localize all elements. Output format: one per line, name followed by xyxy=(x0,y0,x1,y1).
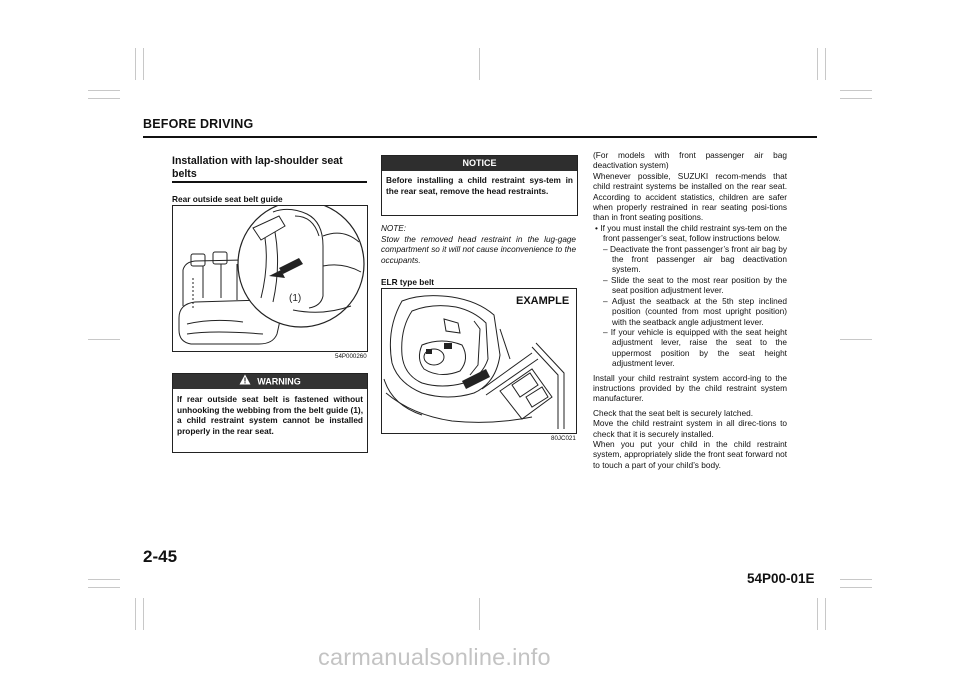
running-header: BEFORE DRIVING xyxy=(143,117,254,131)
seat-belt-guide-figure xyxy=(172,205,368,352)
note-label: NOTE: xyxy=(381,224,407,233)
elr-caption: ELR type belt xyxy=(381,277,435,287)
right-column-text xyxy=(593,150,787,470)
header-rule xyxy=(143,136,817,138)
warning-triangle-icon xyxy=(239,374,251,390)
paragraph-install: Install your child restraint system accord-ing to the instructions provided by the child restraint system manufacturer. xyxy=(593,372,787,404)
rear-seat-illustration xyxy=(173,206,367,351)
child-seat-illustration xyxy=(382,289,576,433)
paragraph-recommendation: Whenever possible, SUZUKI recom-mends that child restraint systems be installed on the rear seat. According to accident statistics, children are safer when properly restrained in rear seating posi-tions than in front seating positions. xyxy=(593,170,787,223)
notice-heading: NOTICE xyxy=(382,156,577,171)
paragraph-models: (For models with front passenger air bag deactivation system) xyxy=(593,150,787,171)
elr-belt-figure xyxy=(381,288,577,434)
watermark: carmanualsonline.info xyxy=(318,644,551,670)
dash-item-1: – Deactivate the front passenger’s front air bag by the front passenger air bag deactivation system. xyxy=(603,243,787,275)
note-text: Stow the removed head restraint in the lug-gage compartment so it will not cause inconvenience to the occupants. xyxy=(381,234,576,265)
notice-text: Before installing a child restraint sys-tem in the rear seat, remove the head restraints. xyxy=(386,175,573,196)
bullet-front-seat: • If you must install the child restraint sys-tem on the front passenger’s seat, follow instructions below. xyxy=(595,222,787,244)
section-title: Installation with lap-shoulder seat belts xyxy=(172,155,343,180)
figure-code-2: 80JC021 xyxy=(551,435,576,442)
figure-code: 54P000260 xyxy=(335,353,367,360)
dash-item-2: – Slide the seat to the most rear position by the seat position adjustment lever. xyxy=(603,274,787,296)
warning-box xyxy=(172,373,368,453)
warning-text: If rear outside seat belt is fastened without unhooking the webbing from the belt guide (1), a child restraint system cannot be installed properly in the rear seat. xyxy=(177,394,363,436)
warning-header xyxy=(173,374,367,389)
section-rule xyxy=(172,181,367,183)
paragraph-child: When you put your child in the child restraint system, appropriately slide the front seat forward not to touch a part of your child’s body. xyxy=(593,438,787,470)
warning-heading: WARNING xyxy=(257,376,301,387)
paragraph-move: Move the child restraint system in all direc-tions to check that it is securely installed. xyxy=(593,418,787,439)
dash-item-4: – If your vehicle is equipped with the seat height adjustment lever, raise the seat to the uppermost position by the seat height adjustment lever. xyxy=(603,326,787,369)
notice-box xyxy=(381,155,578,216)
figure-example-label: EXAMPLE xyxy=(516,295,570,307)
figure-caption: Rear outside seat belt guide xyxy=(172,194,283,204)
page-number: 2-45 xyxy=(143,547,178,566)
dash-item-3: – Adjust the seatback at the 5th step inclined position (counted from most upright position) with the seatback angle adjustment lever. xyxy=(603,295,787,327)
callout-1: (1) xyxy=(289,293,302,304)
document-code: 54P00-01E xyxy=(747,571,815,586)
note xyxy=(381,224,576,266)
paragraph-check: Check that the seat belt is securely latched. xyxy=(593,407,754,418)
